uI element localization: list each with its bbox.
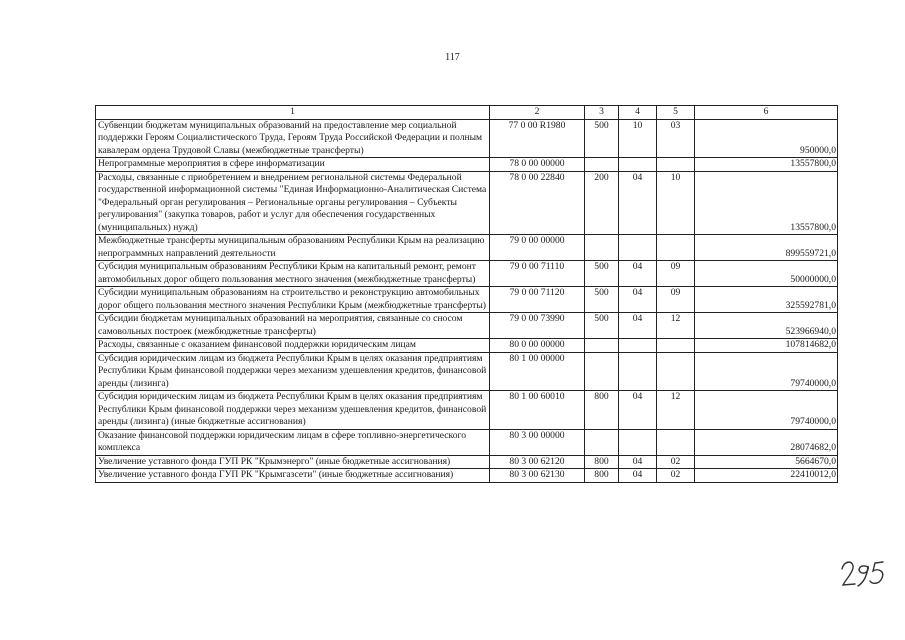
row-amount: 325592781,0 bbox=[695, 287, 838, 313]
table-row bbox=[96, 339, 838, 353]
table-row bbox=[96, 469, 838, 483]
row-col-5: 03 bbox=[657, 119, 695, 158]
row-col-5: 09 bbox=[657, 261, 695, 287]
row-code: 78 0 00 00000 bbox=[490, 158, 585, 172]
table-row bbox=[96, 261, 838, 287]
handwritten-page-number bbox=[838, 555, 888, 595]
header-cell-6: 6 bbox=[695, 106, 838, 120]
row-code: 78 0 00 22840 bbox=[490, 171, 585, 235]
row-code: 79 0 00 71120 bbox=[490, 287, 585, 313]
row-col-4: 04 bbox=[619, 171, 657, 235]
row-col-3 bbox=[585, 158, 619, 172]
row-code: 77 0 00 R1980 bbox=[490, 119, 585, 158]
row-code: 80 3 00 62130 bbox=[490, 469, 585, 483]
row-description: Субвенции бюджетам муниципальных образований на предоставление мер социальной поддержки Героям Социалистического Труда, Героям Труда Российской Федерации и полным кавалерам ордена Трудовой Славы (межбюджетные трансферты) bbox=[96, 119, 490, 158]
table-row bbox=[96, 171, 838, 235]
row-code: 80 1 00 60010 bbox=[490, 391, 585, 430]
row-amount: 50000000,0 bbox=[695, 261, 838, 287]
row-col-4 bbox=[619, 429, 657, 455]
row-description: Расходы, связанные с оказанием финансовой поддержки юридическим лицам bbox=[96, 339, 490, 353]
row-description: Межбюджетные трансферты муниципальным образованиям Республики Крым на реализацию непрограммных направлений деятельности bbox=[96, 235, 490, 261]
row-code: 80 0 00 00000 bbox=[490, 339, 585, 353]
row-amount: 28074682,0 bbox=[695, 429, 838, 455]
row-code: 80 3 00 62120 bbox=[490, 455, 585, 469]
row-col-5: 02 bbox=[657, 455, 695, 469]
row-col-5: 09 bbox=[657, 287, 695, 313]
table-row bbox=[96, 287, 838, 313]
row-description: Увеличение уставного фонда ГУП РК "Крымэнерго" (иные бюджетные ассигнования) bbox=[96, 455, 490, 469]
row-col-4: 10 bbox=[619, 119, 657, 158]
row-col-3: 500 bbox=[585, 261, 619, 287]
row-col-5 bbox=[657, 352, 695, 391]
table-row bbox=[96, 352, 838, 391]
row-col-5 bbox=[657, 235, 695, 261]
row-amount: 899559721,0 bbox=[695, 235, 838, 261]
row-description: Субсидии бюджетам муниципальных образований на мероприятия, связанные со сносом самовольных построек (межбюджетные трансферты) bbox=[96, 313, 490, 339]
row-col-3: 800 bbox=[585, 455, 619, 469]
row-code: 79 0 00 00000 bbox=[490, 235, 585, 261]
header-cell-5: 5 bbox=[657, 106, 695, 120]
header-cell-3: 3 bbox=[585, 106, 619, 120]
row-col-3 bbox=[585, 352, 619, 391]
table-row bbox=[96, 429, 838, 455]
row-col-4: 04 bbox=[619, 313, 657, 339]
table-row bbox=[96, 313, 838, 339]
row-col-3: 200 bbox=[585, 171, 619, 235]
header-cell-1: 1 bbox=[96, 106, 490, 120]
header-cell-4: 4 bbox=[619, 106, 657, 120]
row-code: 79 0 00 71110 bbox=[490, 261, 585, 287]
row-col-4: 04 bbox=[619, 455, 657, 469]
row-amount: 22410012,0 bbox=[695, 469, 838, 483]
row-description: Расходы, связанные с приобретением и внедрением региональной системы Федеральной государственной информационной системы "Единая Информационно-Аналитическая Система "Федеральный орган регулирования – Региональные органы регулирования – Субъекты регулирования" (закупка товаров, работ и услуг для обеспечения государственных (муниципальных) нужд) bbox=[96, 171, 490, 235]
row-amount: 523966940,0 bbox=[695, 313, 838, 339]
row-description: Непрограммные мероприятия в сфере информатизации bbox=[96, 158, 490, 172]
page-number: 117 bbox=[445, 52, 460, 63]
row-col-4: 04 bbox=[619, 469, 657, 483]
row-amount: 950000,0 bbox=[695, 119, 838, 158]
row-amount: 5664670,0 bbox=[695, 455, 838, 469]
row-col-5 bbox=[657, 339, 695, 353]
row-description: Субсидия юридическим лицам из бюджета Республики Крым в целях оказания предприятиям Республики Крым финансовой поддержки через механизм удешевления кредитов, финансовой аренды (лизинга) bbox=[96, 352, 490, 391]
row-col-5: 12 bbox=[657, 391, 695, 430]
row-col-4 bbox=[619, 235, 657, 261]
row-col-5 bbox=[657, 429, 695, 455]
row-description: Оказание финансовой поддержки юридическим лицам в сфере топливно-энергетического комплекса bbox=[96, 429, 490, 455]
table-row bbox=[96, 391, 838, 430]
row-col-3 bbox=[585, 235, 619, 261]
row-description: Субсидия муниципальным образованиям Республики Крым на капитальный ремонт, ремонт автомобильных дорог общего пользования местного значения (межбюджетные трансферты) bbox=[96, 261, 490, 287]
row-col-5: 12 bbox=[657, 313, 695, 339]
row-description: Субсидии муниципальным образованиям на строительство и реконструкцию автомобильных дорог общего пользования местного значения Республики Крым (межбюджетные трансферты) bbox=[96, 287, 490, 313]
row-col-3 bbox=[585, 429, 619, 455]
row-col-4 bbox=[619, 339, 657, 353]
table-row bbox=[96, 455, 838, 469]
row-code: 80 1 00 00000 bbox=[490, 352, 585, 391]
row-col-3: 800 bbox=[585, 469, 619, 483]
row-col-4: 04 bbox=[619, 287, 657, 313]
row-col-3: 500 bbox=[585, 119, 619, 158]
row-amount: 13557800,0 bbox=[695, 158, 838, 172]
row-col-5 bbox=[657, 158, 695, 172]
table-row bbox=[96, 119, 838, 158]
row-code: 80 3 00 00000 bbox=[490, 429, 585, 455]
row-amount: 79740000,0 bbox=[695, 352, 838, 391]
row-amount: 107814682,0 bbox=[695, 339, 838, 353]
row-col-3: 800 bbox=[585, 391, 619, 430]
row-amount: 13557800,0 bbox=[695, 171, 838, 235]
table-row bbox=[96, 158, 838, 172]
row-col-4 bbox=[619, 352, 657, 391]
table-row bbox=[96, 235, 838, 261]
row-description: Увеличение уставного фонда ГУП РК "Крымгазсети" (иные бюджетные ассигнования) bbox=[96, 469, 490, 483]
budget-table bbox=[95, 105, 838, 483]
row-col-3: 500 bbox=[585, 287, 619, 313]
row-col-3 bbox=[585, 339, 619, 353]
row-amount: 79740000,0 bbox=[695, 391, 838, 430]
row-code: 79 0 00 73990 bbox=[490, 313, 585, 339]
row-col-3: 500 bbox=[585, 313, 619, 339]
row-col-5: 10 bbox=[657, 171, 695, 235]
row-col-4: 04 bbox=[619, 261, 657, 287]
row-col-5: 02 bbox=[657, 469, 695, 483]
header-row bbox=[96, 106, 838, 120]
table-body bbox=[96, 119, 838, 482]
row-col-4 bbox=[619, 158, 657, 172]
row-description: Субсидия юридическим лицам из бюджета Республики Крым в целях оказания предприятиям Республики Крым финансовой поддержки через механизм удешевления кредитов, финансовой аренды (лизинга) (иные бюджетные ассигнования) bbox=[96, 391, 490, 430]
row-col-4: 04 bbox=[619, 391, 657, 430]
header-cell-2: 2 bbox=[490, 106, 585, 120]
